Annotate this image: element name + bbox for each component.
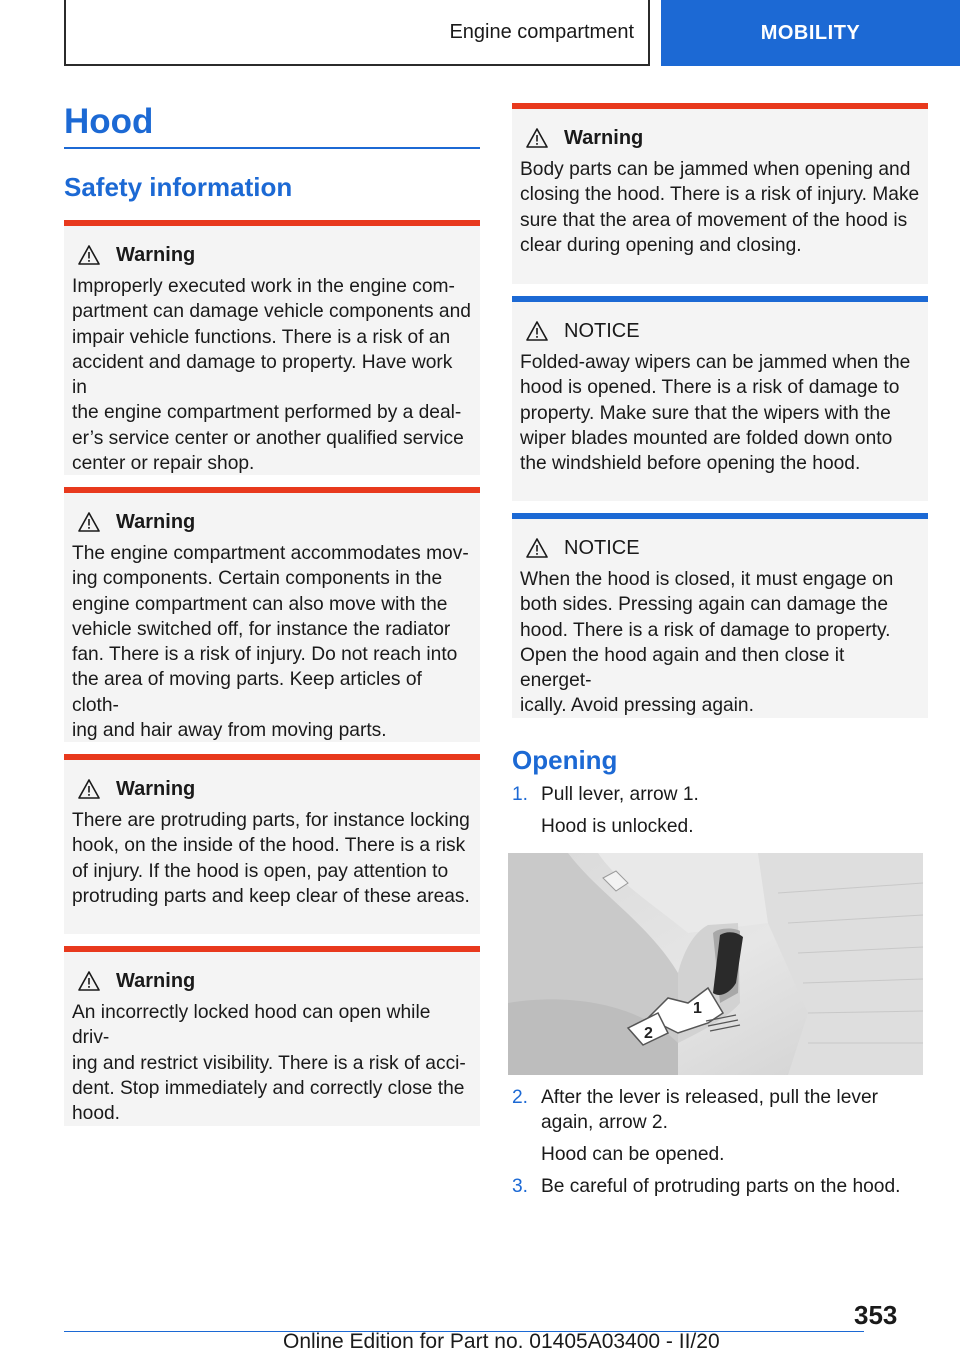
warning-text: Body parts can be jammed when opening and closing the hood. There is a risk of injury. Make sure that the area of movement of the hood is clear during opening and closing.: [520, 159, 920, 256]
warning-triangle-icon: [78, 779, 100, 799]
step-number: 2.: [512, 1087, 529, 1108]
warning-text: There are protruding parts, for instance locking hook, on the inside of the hood. There is a risk of injury. If the hood is open, pay attention to protruding parts and keep clear of these areas.: [72, 810, 470, 907]
arrow-label-2: 2: [644, 1025, 653, 1042]
warning-triangle-icon: [526, 321, 548, 341]
warning-title-text: Warning: [116, 510, 196, 533]
warning-text: An incorrectly locked hood can open while driv- ing and restrict visibility. There is a risk of acci- dent. Stop immediately and correctly close the hood.: [72, 1002, 466, 1125]
hood-lever-illustration: [508, 853, 923, 1075]
warning-box-4: [64, 946, 480, 1126]
notice-text: When the hood is closed, it must engage on both sides. Pressing again can damage the hood. There is a risk of damage to property. Open the hood again and then close it energet- ically. Avoid pressing again.: [520, 569, 894, 717]
warning-title-text: Warning: [116, 243, 196, 266]
warning-triangle-icon: [78, 512, 100, 532]
footer-edition: Online Edition for Part no. 01405A03400 - II/20: [283, 1330, 720, 1353]
warning-triangle-icon: [78, 971, 100, 991]
warning-title-text: Warning: [564, 126, 644, 149]
notice-title-text: NOTICE: [564, 319, 640, 342]
header-chapter-tab[interactable]: [661, 0, 960, 66]
step-text: Pull lever, arrow 1.: [541, 784, 699, 805]
section-heading-opening: Opening: [512, 745, 618, 775]
warning-title: [78, 242, 472, 268]
warning-text: Improperly executed work in the engine com- partment can damage vehicle components and impair vehicle functions. There is a risk of an accident and damage to property. Have work in the engine compartment performed by a deal- er’s service center or another qualified service center or repair shop.: [72, 276, 471, 475]
notice-title: [526, 535, 920, 561]
warning-triangle-icon: [526, 128, 548, 148]
step-2: [512, 1085, 928, 1135]
notice-title: [526, 318, 920, 344]
warning-title: [78, 968, 472, 994]
opening-steps: [512, 782, 928, 1199]
arrow-label-1: 1: [693, 1000, 702, 1017]
step-text: After the lever is released, pull the lever again, arrow 2.: [541, 1087, 879, 1133]
warning-box-3: [64, 754, 480, 934]
warning-title: [526, 125, 920, 151]
warning-text: The engine compartment accommodates mov- ing components. Certain components in the engine compartment can also move with the vehicle switched off, for instance the radiator fan. There is a risk of injury. Do not reach into the area of moving parts. Keep articles of cloth- ing and hair away from moving parts.: [72, 543, 469, 742]
page-number: 353: [854, 1300, 898, 1330]
notice-title-text: NOTICE: [564, 536, 640, 559]
warning-title: [78, 776, 472, 802]
step-3: [512, 1174, 928, 1199]
warning-box-1: [64, 220, 480, 475]
left-column: [64, 100, 480, 1138]
step-1: [512, 782, 928, 807]
warning-box-5: [512, 103, 928, 284]
notice-text: Folded-away wipers can be jammed when the hood is opened. There is a risk of damage to property. Make sure that the wipers with the wiper blades mounted are folded down onto the windshield before opening the hood.: [520, 352, 911, 475]
step-result: Hood is unlocked.: [541, 816, 694, 837]
step-number: 1.: [512, 784, 529, 805]
step-result: Hood can be opened.: [541, 1144, 725, 1165]
step-number: 3.: [512, 1176, 529, 1197]
section-heading-safety: Safety information: [64, 172, 293, 202]
warning-box-2: [64, 487, 480, 742]
notice-box-1: [512, 296, 928, 501]
notice-box-2: [512, 513, 928, 718]
chapter-title-text: MOBILITY: [760, 21, 861, 44]
hood-lever-figure: [508, 853, 923, 1075]
title-divider: [64, 147, 480, 149]
warning-triangle-icon: [526, 538, 548, 558]
warning-title: [78, 509, 472, 535]
section-title-text: Engine compartment: [449, 20, 634, 43]
warning-title-text: Warning: [116, 969, 196, 992]
page-title: Hood: [64, 102, 154, 141]
header-section-title: [64, 0, 650, 66]
warning-triangle-icon: [78, 245, 100, 265]
step-text: Be careful of protruding parts on the hood.: [541, 1176, 901, 1197]
right-column: [512, 103, 928, 1199]
warning-title-text: Warning: [116, 777, 196, 800]
